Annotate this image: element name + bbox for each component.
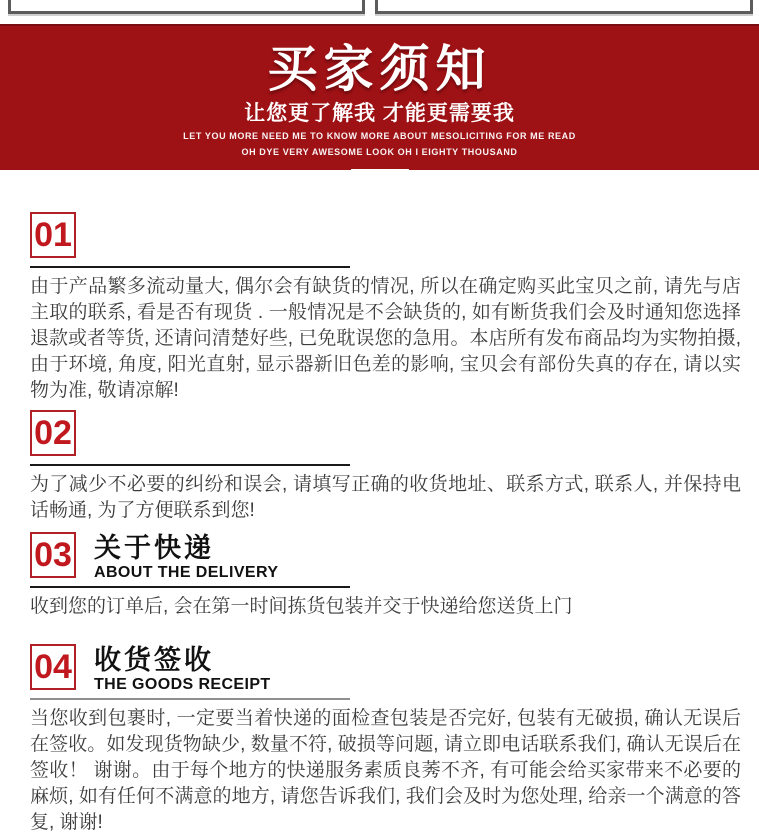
section-02-number-badge: 02 bbox=[30, 410, 76, 456]
banner-tagline-line2: OH DYE VERY AWESOME LOOK OH I EIGHTY THOUSAND bbox=[241, 147, 518, 157]
top-product-frames bbox=[0, 0, 759, 24]
section-01-number-badge: 01 bbox=[30, 212, 76, 258]
notice-sections bbox=[0, 170, 759, 836]
section-04-underline bbox=[30, 698, 350, 700]
section-02-paragraph: 为了减少不必要的纠纷和误会, 请填写正确的收货地址、联系方式, 联系人, 并保持电话畅通, 为了方便联系到您! bbox=[30, 474, 741, 521]
section-03-heading bbox=[94, 533, 278, 582]
section-03-heading-title: 关于快递 bbox=[94, 533, 214, 563]
section-03 bbox=[30, 532, 741, 620]
section-04-header bbox=[30, 644, 741, 693]
buyer-notice-banner bbox=[0, 24, 759, 170]
banner-subtitle: 让您更了解我 才能更需要我 bbox=[244, 102, 515, 125]
section-04-heading bbox=[94, 645, 271, 694]
section-02-underline bbox=[30, 464, 350, 466]
banner-title: 买家须知 bbox=[267, 41, 492, 97]
section-04 bbox=[30, 644, 741, 836]
section-02 bbox=[30, 410, 741, 524]
section-03-paragraph: 收到您的订单后, 会在第一时间拣货包装并交于快递给您送货上门 bbox=[30, 596, 573, 617]
section-03-heading-subtitle: ABOUT THE DELIVERY bbox=[94, 564, 279, 581]
section-03-underline bbox=[30, 586, 350, 588]
section-03-number-badge: 03 bbox=[30, 532, 76, 578]
section-03-header bbox=[30, 532, 741, 581]
top-right-product-frame bbox=[375, 0, 753, 14]
section-01 bbox=[30, 212, 741, 404]
section-04-heading-subtitle: THE GOODS RECEIPT bbox=[94, 676, 271, 693]
section-04-heading-title: 收货签收 bbox=[94, 645, 214, 675]
section-04-paragraph: 当您收到包裹时, 一定要当着快递的面检查包装是否完好, 包装有无破损, 确认无误后在签收。如发现货物缺少, 数量不符, 破损等问题, 请立即电话联系我们, 确认无误后在签收！ 谢谢。由于每个地方的快递服务素质良莠不齐, 有可能会给买家带来不必要的麻烦, 如有任何不满意的地方, 请您告诉我们, 我们会及时为您处理, 给亲一个满意的答复, 谢谢! bbox=[30, 708, 741, 833]
section-01-paragraph: 由于产品繁多流动量大, 偶尔会有缺货的情况, 所以在确定购买此宝贝之前, 请先与店主取的联系, 看是否有现货 . 一般情况是不会缺货的, 如有断货我们会及时通知您选择退款或者等货, 还请问清楚好些, 已免耽误您的急用。本店所有发布商品均为实物拍摄, 由于环境, 角度, 阳光直射, 显示器新旧色差的影响, 宝贝会有部份失真的存在, 请以实物为准, 敬请凉解! bbox=[30, 276, 741, 401]
banner-tagline-line1: LET YOU MORE NEED ME TO KNOW MORE ABOUT MESOLICITING FOR ME READ bbox=[183, 131, 576, 141]
section-01-underline bbox=[30, 266, 350, 268]
section-04-number-badge: 04 bbox=[30, 644, 76, 690]
section-02-header bbox=[30, 410, 741, 456]
section-01-header bbox=[30, 212, 741, 258]
top-left-product-frame bbox=[8, 0, 365, 14]
